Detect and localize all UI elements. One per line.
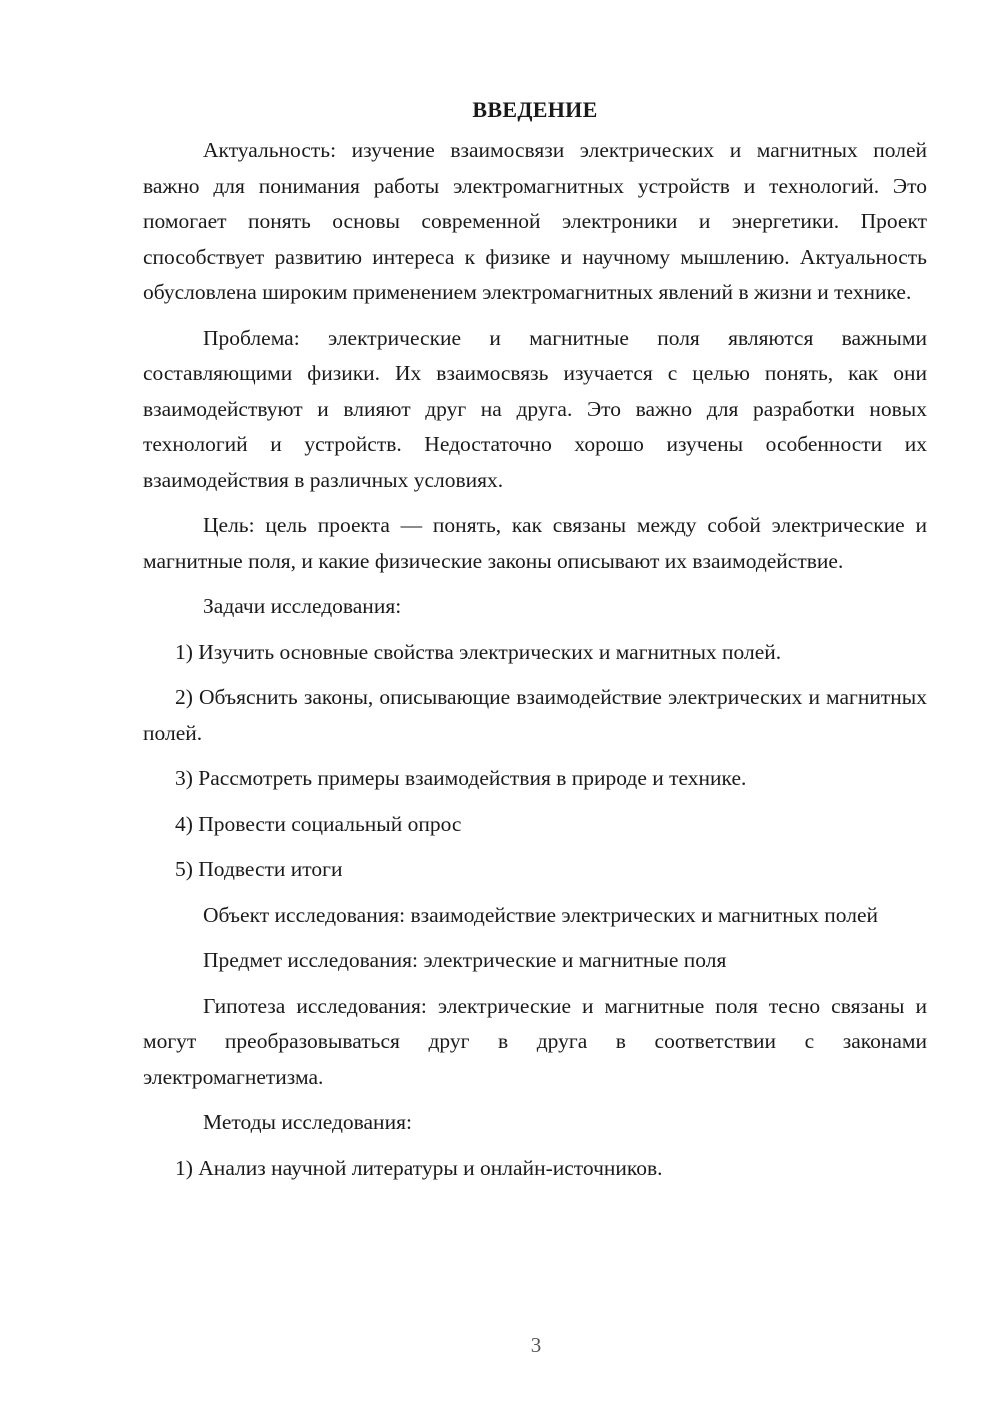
paragraph-goal: Цель: цель проекта — понять, как связаны между собой электрические и магнитные поля, и какие физические законы описывают их взаимодействие. — [143, 513, 927, 573]
task-item-1: 1) Изучить основные свойства электрических и магнитных полей. — [175, 639, 782, 664]
tasks-heading: Задачи исследования: — [203, 594, 402, 618]
document-page — [143, 92, 927, 1186]
task-item-3: 3) Рассмотреть примеры взаимодействия в природе и технике. — [175, 766, 747, 790]
paragraph-object: Объект исследования: взаимодействие электрических и магнитных полей — [203, 902, 879, 927]
paragraph-hypothesis: Гипотеза исследования: электрические и магнитные поля тесно связаны и могут преобразовываться друг в друга в соответствии с законами электромагнетизма. — [143, 993, 927, 1089]
method-item-1: 1) Анализ научной литературы и онлайн-источников. — [175, 1155, 663, 1180]
task-item-2: 2) Объяснить законы, описывающие взаимодействие электрических и магнитных полей. — [143, 685, 927, 745]
task-item-4: 4) Провести социальный опрос — [175, 811, 462, 836]
section-title: ВВЕДЕНИЕ — [472, 97, 598, 122]
paragraph-problem: Проблема: электрические и магнитные поля являются важными составляющими физики. Их взаимосвязь изучается с целью понять, как они взаимодействуют и влияют друг на друга. Это важно для разработки новых технологий и устройств. Недостаточно хорошо изучены особенности их взаимодействия в различных условиях. — [143, 325, 927, 492]
paragraph-subject: Предмет исследования: электрические и магнитные поля — [203, 948, 727, 972]
methods-heading: Методы исследования: — [203, 1110, 412, 1134]
task-item-5: 5) Подвести итоги — [175, 857, 343, 881]
page-number: 3 — [530, 1333, 542, 1357]
paragraph-relevance: Актуальность: изучение взаимосвязи электрических и магнитных полей важно для понимания работы электромагнитных устройств и технологий. Это помогает понять основы современной электроники и энергетики. Проект способствует развитию интереса к физике и научному мышлению. Актуальность обусловлена широким применением электромагнитных явлений в жизни и технике. — [143, 138, 927, 304]
